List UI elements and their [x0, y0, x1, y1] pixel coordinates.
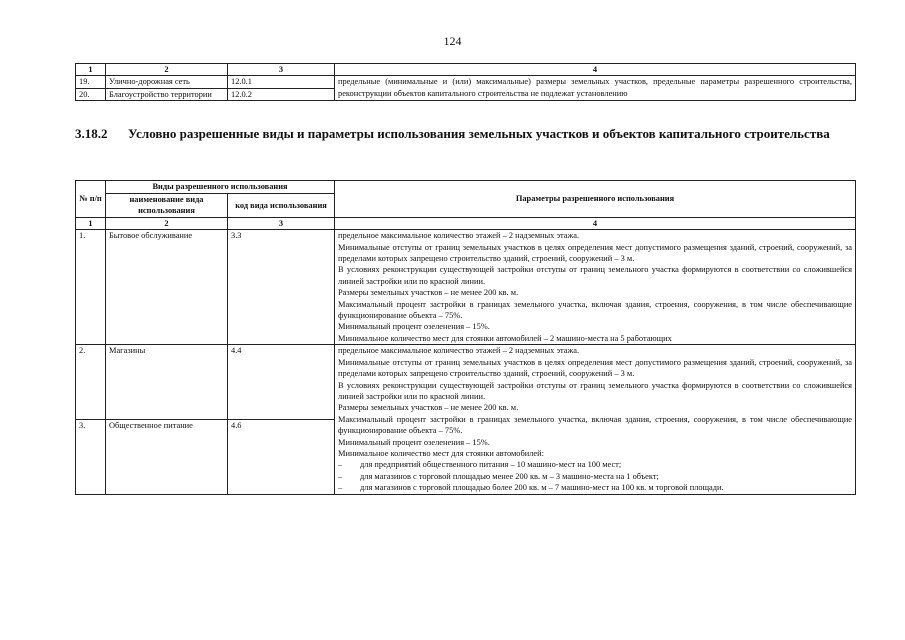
row-number: 20. [76, 88, 106, 100]
table-row [76, 345, 856, 420]
use-parameters [335, 230, 856, 345]
table-header-row [76, 181, 856, 194]
section-number: 3.18.2 [75, 126, 108, 141]
param-line: В условиях реконструкции существующей застройки отступы от границ земельного участка формируются в соответствии со сложившейся линией застройки или по красной линии. [338, 265, 853, 286]
use-code: 4.4 [228, 345, 335, 420]
use-name: Благоустройство территории [106, 88, 228, 100]
param-line: Минимальные отступы от границ земельных участков в целях определения мест допустимого размещения зданий, строений, сооружений, за пределами которых запрещено строительство зданий, строений, сооружений – 3 м. [338, 242, 853, 264]
zoning-table-continued [75, 63, 856, 101]
param-line: Минимальный процент озеленения – 15%. [338, 322, 490, 332]
use-code: 12.0.2 [228, 88, 335, 100]
header-use-types: Виды разрешенного использования [106, 181, 335, 194]
list-item [338, 459, 852, 470]
table-header-row [76, 64, 856, 76]
use-code: 4.6 [228, 419, 335, 494]
page-number: 124 [443, 34, 462, 48]
param-line: Минимальное количество мест для стоянки автомобилей – 2 машино-места на 5 работающих [338, 333, 672, 343]
header-number: № п/п [76, 181, 106, 218]
header-col-3: 3 [228, 64, 335, 76]
list-item-text: для магазинов с торговой площадью более 200 кв. м – 7 машино-мест на 100 кв. м торговой площади. [360, 483, 724, 493]
conditional-use-table [75, 180, 856, 495]
list-item [338, 471, 852, 482]
section-title: Условно разрешенные виды и параметры использования земельных участков и объектов капитального строительства [128, 126, 830, 141]
index-col-4: 4 [335, 217, 856, 229]
header-use-code: код вида использования [228, 194, 335, 218]
list-item-text: для магазинов с торговой площадью менее 200 кв. м – 3 машино-места на 1 объект; [360, 471, 659, 481]
index-col-3: 3 [228, 217, 335, 229]
param-line: Минимальные отступы от границ земельных участков в целях определения мест допустимого размещения зданий, строений, сооружений, за пределами которых запрещено строительство зданий, строений, сооружений – 3 м. [338, 357, 853, 379]
list-item [338, 482, 852, 493]
param-line: Минимальное количество мест для стоянки автомобилей: [338, 448, 544, 458]
table-row [76, 76, 856, 88]
row-number: 19. [76, 76, 106, 88]
use-name: Улично-дорожная сеть [106, 76, 228, 88]
list-item-text: для предприятий общественного питания – 10 машино-мест на 100 мест; [360, 460, 622, 470]
param-line: Размеры земельных участков – не менее 200 кв. м. [338, 288, 519, 298]
param-line: предельное максимальное количество этажей – 2 надземных этажа. [338, 346, 580, 356]
table-row [76, 230, 856, 345]
index-col-2: 2 [106, 217, 228, 229]
param-line: В условиях реконструкции существующей застройки отступы от границ земельного участка формируются в соответствии со сложившейся линией застройки или по красной линии. [338, 380, 853, 401]
row-number: 2. [76, 345, 106, 420]
param-line: предельное максимальное количество этажей – 2 надземных этажа. [338, 231, 580, 241]
param-line: Максимальный процент застройки в границах земельного участка, включая здания, строения, сооружения, в том числе обеспечивающие функционирование объекта – 75%. [338, 299, 853, 321]
header-use-name: наименование вида использования [106, 194, 228, 218]
list-dash: – [338, 460, 343, 470]
use-code: 3.3 [228, 230, 335, 345]
header-col-1: 1 [76, 64, 106, 76]
use-name: Общественное питание [106, 419, 228, 494]
use-code: 12.0.1 [228, 76, 335, 88]
header-col-4: 4 [335, 64, 856, 76]
param-line: Размеры земельных участков – не менее 200 кв. м. [338, 403, 519, 413]
use-parameters [335, 76, 856, 101]
table-index-row [76, 217, 856, 229]
param-line: Минимальный процент озеленения – 15%. [338, 437, 490, 447]
row-number: 3. [76, 419, 106, 494]
index-col-1: 1 [76, 217, 106, 229]
use-name: Бытовое обслуживание [106, 230, 228, 345]
param-text: предельные (минимальные и (или) максимальные) размеры земельных участков, предельные параметры разрешенного строительства, реконструкции объектов капитального строительства не подлежат установлению [338, 77, 852, 98]
param-line: Максимальный процент застройки в границах земельного участка, включая здания, строения, сооружения, в том числе обеспечивающие функционирование объекта – 75%. [338, 414, 853, 436]
row-number: 1. [76, 230, 106, 345]
use-name: Магазины [106, 345, 228, 420]
list-dash: – [338, 471, 343, 481]
use-parameters [335, 345, 856, 494]
list-dash: – [338, 483, 343, 493]
header-parameters: Параметры разрешенного использования [335, 181, 856, 218]
header-col-2: 2 [106, 64, 228, 76]
